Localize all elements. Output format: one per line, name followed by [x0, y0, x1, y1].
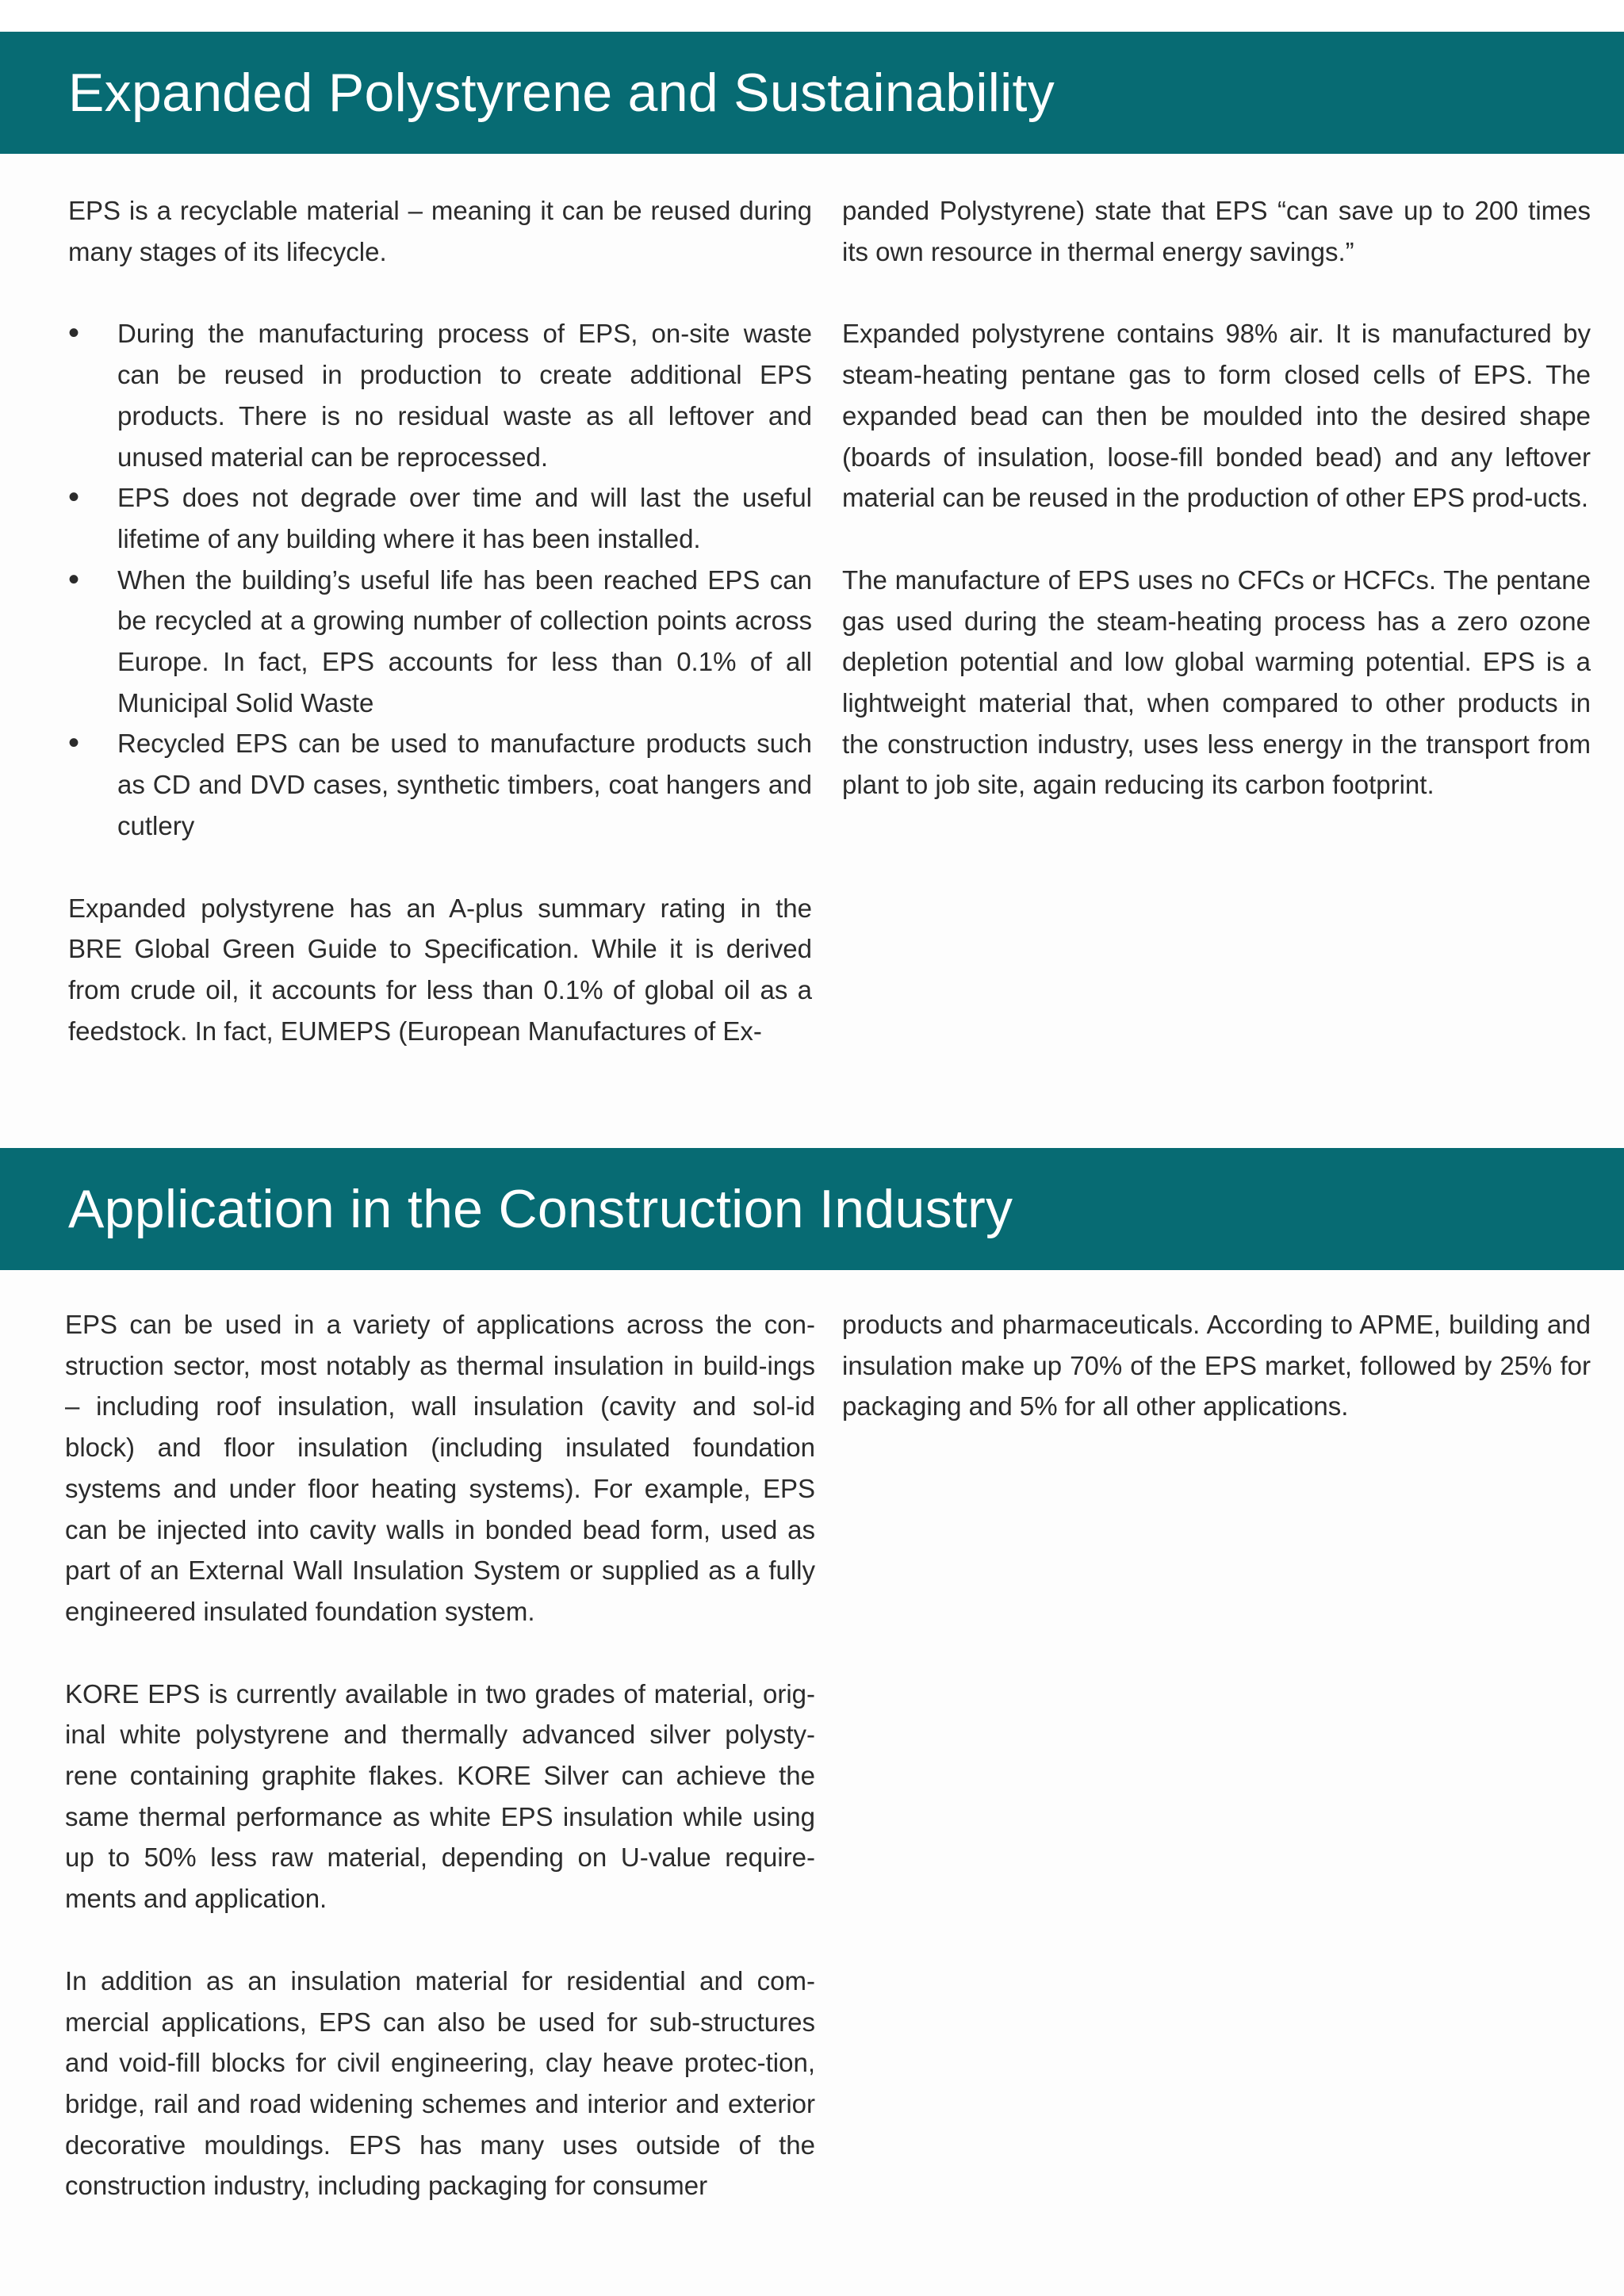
list-item: • Recycled EPS can be used to manufacture products such as CD and DVD cases, synthetic timbers, coat hangers and cutlery — [68, 723, 812, 846]
cfc-paragraph: The manufacture of EPS uses no CFCs or HCFCs. The pentane gas used during the steam-heating process has a zero ozone depletion potential and low global warming potential. EPS is a lightweight material that, when compared to other products in the construction industry, uses less energy in the transport from plant to job site, again reducing its carbon footprint. — [842, 564, 1591, 800]
kore-grades-paragraph: KORE EPS is currently available in two grades of material, orig-inal white polystyrene and thermally advanced silver polysty-rene containing graphite flakes. KORE Silver can achieve the same thermal performance as white EPS insulation while using up to 50% less raw material, depending on U-value require-ments and application. — [65, 1678, 815, 1914]
list-item: • When the building’s useful life has been reached EPS can be recycled at a growing number of collection points across Europe. In fact, EPS accounts for less than 0.1% of all Municipal Solid Waste — [68, 560, 812, 724]
list-item: • EPS does not degrade over time and will last the useful lifetime of any building where it has been installed. — [68, 477, 812, 559]
section-2-right-column — [842, 1304, 1591, 1427]
list-item: • During the manufacturing process of EPS, on-site waste can be reused in production to create additional EPS products. There is no residual waste as all leftover and unused material can be reprocessed. — [68, 313, 812, 477]
section-1-right-column — [842, 190, 1591, 806]
section-title: Application in the Construction Industry — [68, 1179, 1013, 1239]
section-heading-sustainability — [0, 32, 1624, 154]
additional-uses-paragraph-continued: products and pharmaceuticals. According to APME, building and insulation make up 70% of the EPS market, followed by 25% for packaging and 5% for all other applications. — [842, 1310, 1591, 1422]
rating-paragraph: Expanded polystyrene has an A-plus summary rating in the BRE Global Green Guide to Specification. While it is derived from crude oil, it accounts for less than 0.1% of global oil as a feedstock. In fact, EUMEPS (European Manufactures of Ex- — [68, 893, 812, 1046]
additional-uses-paragraph: In addition as an insulation material for residential and com-mercial applications, EPS can also be used for sub-structures and void-fill blocks for civil engineering, clay heave protec-tion, bridge, rail and road widening schemes and interior and exterior decorative mouldings. EPS has many uses outside of the construction industry, including packaging for consumer — [65, 1965, 815, 2201]
section-heading-construction — [0, 1148, 1624, 1270]
section-title: Expanded Polystyrene and Sustainability — [68, 63, 1055, 123]
applications-paragraph: EPS can be used in a variety of applications across the con-struction sector, most notably as thermal insulation in build-ings – including roof insulation, wall insulation (cavity and sol-id block) and floor insulation (including insulated foundation systems and under floor heating systems). For example, EPS can be injected into cavity walls in bonded bead form, used as part of an External Wall Insulation System or supplied as a fully engineered insulated foundation system. — [65, 1310, 815, 1626]
section-2-left-column — [65, 1304, 815, 2206]
intro-paragraph: EPS is a recyclable material – meaning it can be reused during many stages of its lifecycle. — [68, 196, 812, 266]
section-1-left-column — [68, 190, 812, 1051]
benefits-list — [68, 313, 812, 846]
rating-paragraph-continued: panded Polystyrene) state that EPS “can save up to 200 times its own resource in thermal energy savings.” — [842, 196, 1591, 266]
air-content-paragraph: Expanded polystyrene contains 98% air. It is manufactured by steam-heating pentane gas to form closed cells of EPS. The expanded bead can then be moulded into the desired shape (boards of insulation, loose-fill bonded bead) and any leftover material can be reused in the production of other EPS prod-ucts. — [842, 319, 1591, 513]
